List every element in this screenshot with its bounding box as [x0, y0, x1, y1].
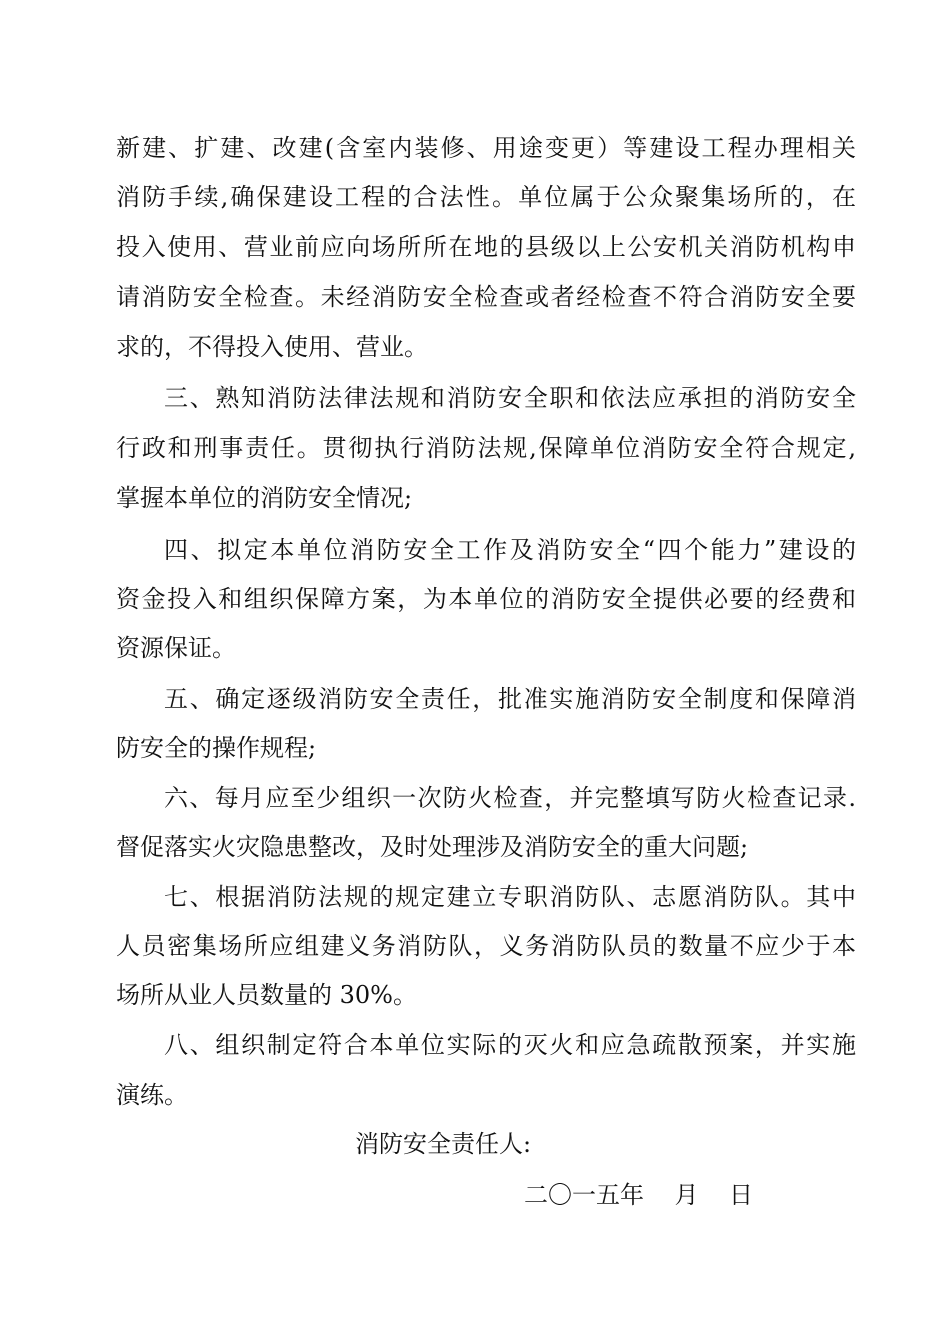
paragraph-line: 八、组织制定符合本单位实际的灭火和应急疏散预案，并实施 [164, 1031, 856, 1059]
paragraph-line: 七、根据消防法规的规定建立专职消防队、志愿消防队。其中 [164, 883, 856, 911]
paragraph-line: 三、熟知消防法律法规和消防安全职和依法应承担的消防安全 [164, 384, 856, 412]
paragraph-line: 场所从业人员数量的 30%。 [116, 981, 417, 1009]
signature-date: 二〇一五年 月 日 [524, 1181, 754, 1209]
paragraph-line: 资金投入和组织保障方案，为本单位的消防安全提供必要的经费和 [116, 585, 856, 613]
paragraph-line: 五、确定逐级消防安全责任，批准实施消防安全制度和保障消 [164, 685, 856, 713]
paragraph-line: 行政和刑事责任。贯彻执行消防法规,保障单位消防安全符合规定, [116, 434, 856, 462]
paragraph-line: 人员密集场所应组建义务消防队，义务消防队员的数量不应少于本 [116, 932, 856, 960]
paragraph-line: 防安全的操作规程; [116, 734, 317, 762]
paragraph-line: 资源保证。 [116, 634, 236, 662]
paragraph-line: 求的，不得投入使用、营业。 [116, 333, 428, 361]
paragraph-line: 新建、扩建、改建(含室内装修、用途变更）等建设工程办理相关 [116, 134, 856, 162]
signature-label: 消防安全责任人: [355, 1130, 532, 1158]
paragraph-line: 掌握本单位的消防安全情况; [116, 484, 413, 512]
paragraph-line: 请消防安全检查。未经消防安全检查或者经检查不符合消防安全要 [116, 283, 856, 311]
paragraph-line: 消防手续,确保建设工程的合法性。单位属于公众聚集场所的，在 [116, 183, 856, 211]
paragraph-line: 投入使用、营业前应向场所所在地的县级以上公安机关消防机构申 [116, 233, 856, 261]
paragraph-line: 六、每月应至少组织一次防火检查，并完整填写防火检查记录. [164, 784, 856, 812]
paragraph-line: 演练。 [116, 1081, 188, 1109]
paragraph-line: 四、拟定本单位消防安全工作及消防安全“四个能力”建设的 [164, 536, 856, 564]
paragraph-line: 督促落实火灾隐患整改，及时处理涉及消防安全的重大问题; [116, 833, 749, 861]
